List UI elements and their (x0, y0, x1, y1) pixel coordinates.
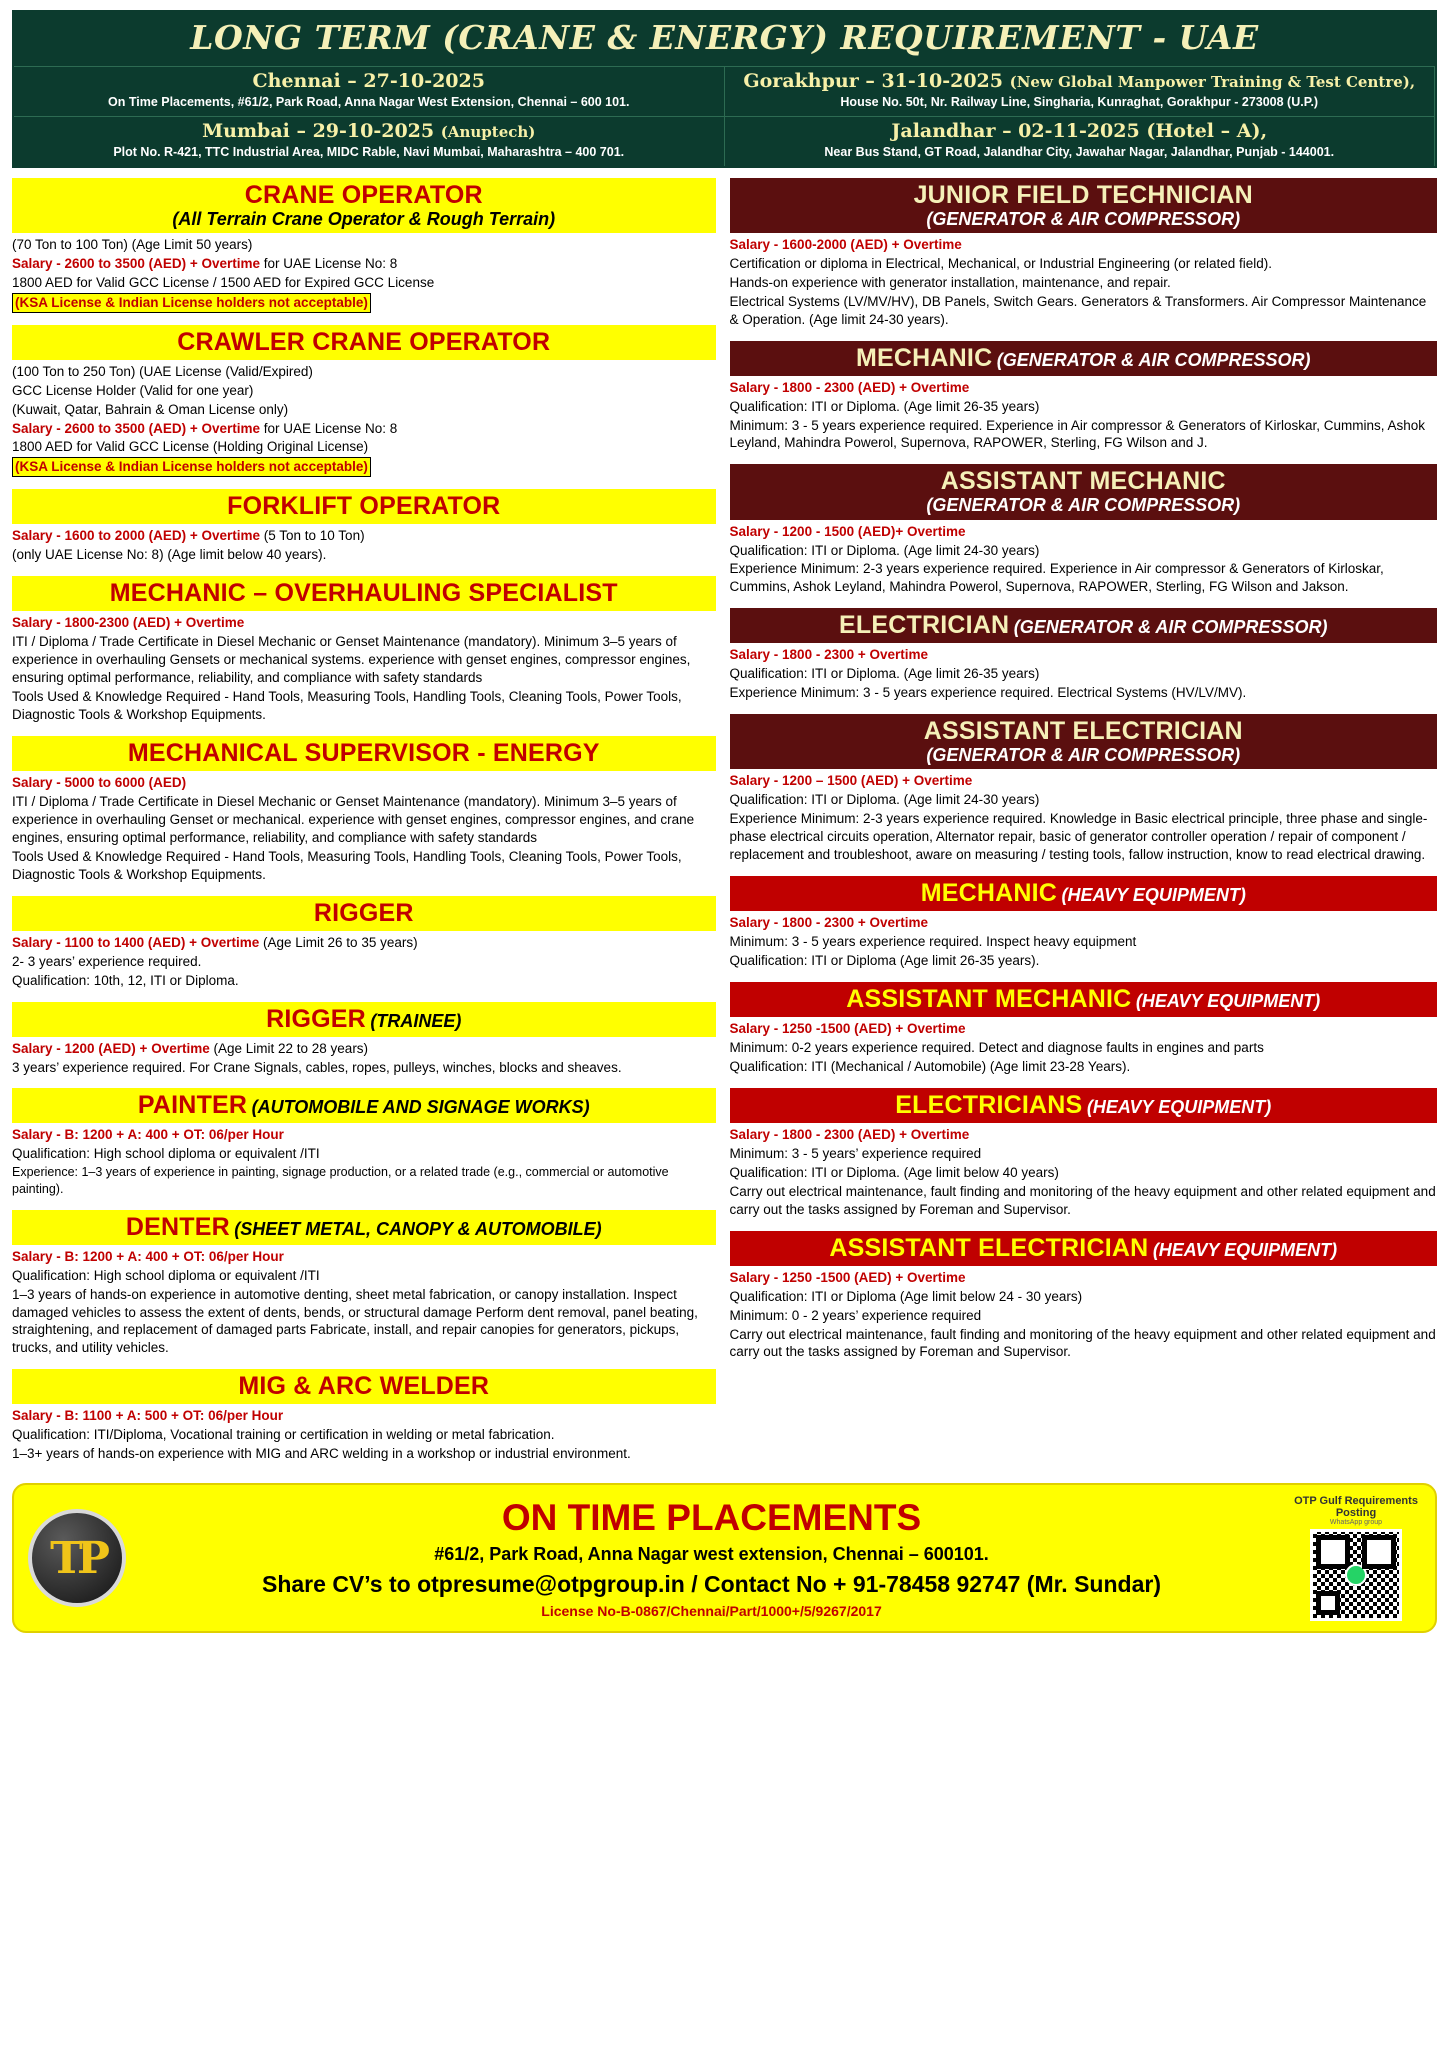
contact-line: Share CV’s to otpresume@otpgroup.in / Contact No + 91-78458 92747 (Mr. Sundar) (262, 1570, 1161, 1597)
job-title-banner (730, 982, 1437, 1017)
job-title-banner (12, 736, 716, 771)
job-detail-line (12, 934, 716, 952)
job-title: ASSISTANT MECHANIC (846, 985, 1132, 1014)
job-subtitle: (GENERATOR & AIR COMPRESSOR) (1013, 617, 1328, 638)
job-listing (12, 489, 716, 564)
salary-text: Salary - B: 1200 + A: 400 + OT: 06/per Hour (12, 1127, 284, 1143)
job-detail-line (12, 293, 716, 313)
job-detail-line (730, 1183, 1437, 1219)
job-detail-line (730, 523, 1437, 541)
whatsapp-icon (1345, 1564, 1367, 1586)
job-listing (12, 1002, 716, 1077)
company-name: ON TIME PLACEMENTS (501, 1496, 922, 1538)
venue-item (725, 116, 1436, 166)
detail-text: Experience Minimum: 2-3 years experience required. Experience in Air compressor & Generators of Kirloskar, Cummins, Ashok Leyland, Mahindra Powerol, Supernova, RAPOWER, Sterling, FG Wilson and Jakson. (729, 561, 1384, 595)
salary-text: Salary - B: 1100 + A: 500 + OT: 06/per Hour (12, 1408, 284, 1424)
qr-subtitle: WhatsApp group (1329, 1519, 1383, 1527)
job-title: DENTER (125, 1212, 230, 1241)
job-details (730, 379, 1437, 453)
detail-text: 1800 AED for Valid GCC License (Holding Original License) (12, 439, 369, 455)
job-details (12, 1407, 716, 1463)
job-listing (730, 341, 1437, 453)
job-detail-line (730, 1269, 1437, 1287)
detail-text: Qualification: High school diploma or equivalent /ITI (12, 1267, 320, 1283)
job-title: JUNIOR FIELD TECHNICIAN (913, 180, 1253, 209)
venue-city (20, 71, 718, 93)
job-listing (12, 576, 716, 724)
job-detail-line (730, 665, 1437, 683)
venue-list (12, 66, 1437, 168)
job-title: MIG & ARC WELDER (238, 1372, 490, 1401)
job-subtitle: (HEAVY EQUIPMENT) (1086, 1096, 1272, 1117)
job-detail-line (730, 1058, 1437, 1076)
job-detail-line (12, 1040, 716, 1058)
job-detail-line (730, 417, 1437, 453)
job-title: PAINTER (137, 1091, 248, 1120)
job-detail-line (12, 401, 716, 419)
detail-text: GCC License Holder (Valid for one year) (12, 382, 254, 398)
job-details (12, 934, 716, 990)
job-details (730, 1269, 1437, 1362)
detail-suffix: (5 Ton to 10 Ton) (260, 528, 365, 544)
detail-text: Qualification: ITI or Diploma. (Age limit 24-30 years) (729, 792, 1040, 808)
job-detail-line (12, 1248, 716, 1266)
job-details (12, 1248, 716, 1358)
right-column (730, 178, 1437, 1476)
job-subtitle: (GENERATOR & AIR COMPRESSOR) (926, 208, 1241, 229)
salary-text: Salary - 1200 (AED) + Overtime (12, 1040, 210, 1056)
job-details (730, 914, 1437, 970)
detail-text: Qualification: ITI or Diploma (Age limit 26-35 years). (729, 953, 1040, 969)
job-detail-line (730, 772, 1437, 790)
detail-text: ITI / Diploma / Trade Certificate in Diesel Mechanic or Genset Maintenance (mandatory). Minimum 3–5 years of experience in overhauling Gensets or mechanical systems. experience with genset engines, compressor engines, ensuring optimal performance, reliability, and compliance with safety standards (12, 634, 691, 686)
venue-address: On Time Placements, #61/2, Park Road, Anna Nagar West Extension, Chennai – 600 101. (107, 94, 630, 109)
salary-text: Salary - 1800 - 2300 + Overtime (729, 647, 929, 663)
job-title-banner (12, 1369, 716, 1404)
detail-text: Experience Minimum: 3 - 5 years experience required. Electrical Systems (HV/LV/MV). (729, 685, 1247, 701)
job-detail-line (12, 793, 716, 847)
job-columns (12, 178, 1437, 1476)
job-detail-line (730, 1039, 1437, 1057)
job-detail-line (12, 546, 716, 564)
logo-text: TP (50, 1532, 104, 1584)
job-title: ASSISTANT ELECTRICIAN (923, 717, 1243, 746)
job-detail-line (730, 236, 1437, 254)
salary-text: Salary - 1250 -1500 (AED) + Overtime (729, 1021, 966, 1037)
job-detail-line (12, 1267, 716, 1285)
job-title-banner (12, 1088, 716, 1123)
detail-text: 1–3 years of hands-on experience in automotive denting, sheet metal fabrication, or canopy installation. Inspect damaged vehicles to assess the extent of dents, bends, or structural damage Perform dent removal, panel beating, straightening, and replacement of damaged parts Fabricate, install, and repair canopies for generators, pickups, trucks, and utility vehicles. (12, 1286, 698, 1356)
job-detail-line (730, 293, 1437, 329)
job-detail-line (12, 1286, 716, 1358)
detail-suffix: for UAE License No: 8 (260, 255, 398, 271)
job-title: ELECTRICIAN (839, 611, 1010, 640)
job-title: FORKLIFT OPERATOR (227, 492, 501, 521)
job-detail-line (730, 1126, 1437, 1144)
detail-text: Minimum: 0-2 years experience required. Detect and diagnose faults in engines and parts (729, 1039, 1264, 1055)
job-details (730, 236, 1437, 329)
venue-city-sub: (Anuptech) (440, 122, 536, 141)
detail-text: Minimum: 3 - 5 years’ experience required (729, 1145, 982, 1161)
job-detail-line (12, 774, 716, 792)
detail-text: ITI / Diploma / Trade Certificate in Diesel Mechanic or Genset Maintenance (mandatory). Minimum 3–5 years of experience in overhauling Genset or mechanical. experience with genset engines, compressor engines, and crane engines, ensuring optimal performance, reliability, and compliance with safety standards (12, 793, 695, 845)
job-detail-line (730, 1020, 1437, 1038)
job-title: ASSISTANT MECHANIC (940, 467, 1226, 496)
job-title: CRANE OPERATOR (244, 180, 483, 209)
venue-city (731, 121, 1429, 143)
job-subtitle: (GENERATOR & AIR COMPRESSOR) (926, 745, 1241, 766)
detail-text: (only UAE License No: 8) (Age limit below 40 years). (12, 547, 327, 563)
job-detail-line (730, 810, 1437, 864)
venue-city (20, 121, 718, 143)
job-title-banner (12, 576, 716, 611)
job-listing (730, 1231, 1437, 1362)
salary-text: Salary - 1800 - 2300 (AED) + Overtime (729, 379, 970, 395)
job-title-banner (730, 876, 1437, 911)
detail-text: (100 Ton to 250 Ton) (UAE License (Valid/Expired) (12, 363, 313, 379)
venue-city (731, 71, 1429, 93)
job-listing (12, 1210, 716, 1358)
detail-text: Carry out electrical maintenance, fault finding and monitoring of the heavy equipment and other related equipment and carry out the tasks assigned by Foreman and Supervisor. (729, 1183, 1436, 1217)
job-detail-line (730, 1145, 1437, 1163)
detail-text: 3 years’ experience required. For Crane Signals, cables, ropes, pulleys, winches, blocks and sheaves. (12, 1059, 622, 1075)
job-detail-line (730, 791, 1437, 809)
job-title-banner (12, 325, 716, 360)
job-detail-line (730, 1326, 1437, 1362)
job-detail-line (12, 382, 716, 400)
job-detail-line (12, 1407, 716, 1425)
venue-item (14, 66, 725, 116)
job-details (730, 1020, 1437, 1076)
job-detail-line (730, 952, 1437, 970)
job-detail-line (12, 972, 716, 990)
job-details (730, 772, 1437, 864)
job-listing (730, 464, 1437, 596)
notice-text: (KSA License & Indian License holders not acceptable) (12, 293, 371, 313)
salary-text: Salary - 1600 to 2000 (AED) + Overtime (12, 528, 260, 544)
job-detail-line (730, 560, 1437, 596)
job-listing (12, 1369, 716, 1463)
job-detail-line (730, 1164, 1437, 1182)
detail-text: Experience Minimum: 2-3 years experience required. Knowledge in Basic electrical principle, three phase and single-phase electrical circuits operation, Alternator repair, basic of generator controller operation / repair of component / replacement and troubleshoot, aware on measuring / testing tools, fallow instruction, know to read electrical drawing. (729, 811, 1428, 863)
detail-text: Minimum: 3 - 5 years experience required. Inspect heavy equipment (729, 934, 1137, 950)
job-detail-line (12, 848, 716, 884)
qr-section (1291, 1495, 1421, 1621)
job-listing (730, 1088, 1437, 1219)
job-listing (12, 1088, 716, 1197)
job-title: MECHANIC – OVERHAULING SPECIALIST (109, 579, 618, 608)
job-title-banner (730, 341, 1437, 376)
qr-title: OTP Gulf Requirements Posting (1294, 1495, 1418, 1520)
job-subtitle: (HEAVY EQUIPMENT) (1152, 1239, 1338, 1260)
job-detail-line (12, 274, 716, 292)
job-title-banner (730, 608, 1437, 643)
job-detail-line (12, 438, 716, 456)
job-subtitle: (AUTOMOBILE AND SIGNAGE WORKS) (251, 1097, 590, 1118)
job-details (730, 1126, 1437, 1219)
salary-text: Salary - 1800 - 2300 (AED) + Overtime (729, 1126, 970, 1142)
job-detail-line (730, 398, 1437, 416)
detail-text: Qualification: ITI or Diploma. (Age limit below 40 years) (729, 1164, 1059, 1180)
detail-text: 1800 AED for Valid GCC License / 1500 AED for Expired GCC License (12, 274, 435, 290)
detail-text: Experience: 1–3 years of experience in painting, signage production, or a related trade (e.g., commercial or automotive painting). (12, 1165, 669, 1197)
salary-text: Salary - B: 1200 + A: 400 + OT: 06/per Hour (12, 1248, 284, 1264)
job-detail-line (12, 1059, 716, 1077)
job-title-banner (730, 714, 1437, 769)
job-details (12, 1040, 716, 1077)
job-title: ELECTRICIANS (895, 1090, 1083, 1119)
job-detail-line (730, 646, 1437, 664)
detail-text: Tools Used & Knowledge Required - Hand Tools, Measuring Tools, Handling Tools, Cleaning Tools, Power Tools, Diagnostic Tools & Workshop Equipments. (12, 689, 682, 723)
detail-text: Certification or diploma in Electrical, Mechanical, or Industrial Engineering (or related field). (729, 255, 1273, 271)
job-detail-line (730, 914, 1437, 932)
qr-code-icon[interactable] (1310, 1529, 1402, 1621)
detail-text: Minimum: 0 - 2 years’ experience required (729, 1307, 982, 1323)
job-detail-line (12, 1126, 716, 1144)
venue-address: Near Bus Stand, GT Road, Jalandhar City, Jawahar Nagar, Jalandhar, Punjab - 144001. (824, 144, 1335, 159)
detail-text: Hands-on experience with generator installation, maintenance, and repair. (729, 274, 1171, 290)
job-detail-line (730, 255, 1437, 273)
salary-text: Salary - 5000 to 6000 (AED) (12, 775, 187, 790)
detail-text: 2- 3 years’ experience required. (12, 953, 202, 969)
job-title-banner (12, 489, 716, 524)
job-detail-line (12, 1426, 716, 1444)
job-detail-line (12, 953, 716, 971)
job-title: CRAWLER CRANE OPERATOR (177, 327, 551, 356)
salary-text: Salary - 2600 to 3500 (AED) + Overtime (12, 255, 260, 271)
job-detail-line (12, 633, 716, 687)
job-detail-line (12, 1164, 716, 1197)
footer-details (132, 1498, 1291, 1619)
venue-item (14, 116, 725, 166)
job-detail-line (12, 363, 716, 381)
salary-text: Salary - 1600-2000 (AED) + Overtime (729, 236, 962, 252)
job-details (12, 236, 716, 313)
job-details (12, 527, 716, 564)
job-title: MECHANIC (920, 879, 1058, 908)
job-title: RIGGER (313, 898, 414, 927)
detail-text: 1–3+ years of hands-on experience with MIG and ARC welding in a workshop or industrial environment. (12, 1446, 631, 1462)
venue-item (725, 66, 1436, 116)
job-listing (12, 178, 716, 313)
detail-text: Minimum: 3 - 5 years experience required. Experience in Air compressor & Generators of Kirloskar, Cummins, Ashok Leyland, Mahindra Powerol, Supernova, RAPOWER, Sterling, FG Wilson and J. (729, 417, 1426, 451)
job-details (730, 523, 1437, 597)
venue-city-sub: (New Global Manpower Training & Test Centre), (1009, 73, 1416, 91)
job-title-banner (12, 1002, 716, 1037)
job-subtitle: (HEAVY EQUIPMENT) (1135, 991, 1321, 1012)
job-listing (12, 736, 716, 884)
job-listing (730, 876, 1437, 970)
job-title: MECHANICAL SUPERVISOR - ENERGY (127, 739, 600, 767)
salary-text: Salary - 1100 to 1400 (AED) + Overtime (12, 934, 260, 950)
job-detail-line (12, 614, 716, 632)
salary-text: Salary - 1800-2300 (AED) + Overtime (12, 615, 245, 631)
left-column (12, 178, 720, 1476)
job-details (12, 1126, 716, 1197)
job-subtitle: (GENERATOR & AIR COMPRESSOR) (996, 349, 1311, 370)
job-detail-line (12, 236, 716, 254)
job-title-banner (730, 178, 1437, 233)
job-title: RIGGER (266, 1004, 366, 1033)
job-detail-line (12, 1145, 716, 1163)
job-detail-line (12, 527, 716, 545)
job-details (12, 614, 716, 724)
job-title-banner (12, 178, 716, 233)
job-listing (12, 896, 716, 990)
job-detail-line (730, 542, 1437, 560)
job-subtitle: (All Terrain Crane Operator & Rough Terrain) (172, 208, 556, 229)
venue-city-text: Gorakhpur – 31-10-2025 (743, 70, 1003, 92)
salary-text: Salary - 1200 - 1500 (AED)+ Overtime (729, 523, 966, 539)
page-title: LONG TERM (CRANE & ENERGY) REQUIREMENT - UAE (12, 10, 1437, 66)
venue-city-text: Mumbai – 29-10-2025 (202, 119, 435, 142)
job-subtitle: (SHEET METAL, CANOPY & AUTOMOBILE) (234, 1218, 602, 1239)
company-address: #61/2, Park Road, Anna Nagar west extension, Chennai – 600101. (434, 1543, 989, 1564)
job-detail-line (12, 457, 716, 477)
job-details (730, 646, 1437, 702)
job-listing (730, 982, 1437, 1076)
salary-text: Salary - 2600 to 3500 (AED) + Overtime (12, 420, 260, 436)
detail-text: Qualification: ITI or Diploma (Age limit below 24 - 30 years) (729, 1288, 1083, 1304)
job-title-banner (730, 1088, 1437, 1123)
qr-finder-icon (1316, 1591, 1340, 1615)
job-details (12, 774, 716, 884)
detail-text: Qualification: High school diploma or equivalent /ITI (12, 1146, 320, 1162)
job-detail-line (12, 688, 716, 724)
job-listing (730, 714, 1437, 864)
notice-text: (KSA License & Indian License holders not acceptable) (12, 457, 371, 477)
venue-city-text: Jalandhar – 02-11-2025 (Hotel – A), (891, 119, 1268, 142)
job-listing (12, 325, 716, 478)
detail-suffix: (Age Limit 26 to 35 years) (259, 934, 418, 950)
license-number: License No-B-0867/Chennai/Part/1000+/5/9267/2017 (541, 1602, 882, 1619)
job-detail-line (730, 684, 1437, 702)
job-subtitle: (HEAVY EQUIPMENT) (1061, 885, 1246, 906)
detail-suffix: (Age Limit 22 to 28 years) (209, 1040, 369, 1056)
detail-text: Carry out electrical maintenance, fault finding and monitoring of the heavy equipment and other related equipment and carry out the tasks assigned by Foreman and Supervisor. (729, 1326, 1436, 1360)
job-detail-line (12, 420, 716, 438)
job-title-banner (12, 1210, 716, 1245)
job-title-banner (730, 464, 1437, 519)
detail-suffix: for UAE License No: 8 (260, 420, 398, 436)
detail-text: Qualification: ITI (Mechanical / Automobile) (Age limit 23-28 Years). (729, 1058, 1131, 1074)
job-title-banner (12, 896, 716, 931)
job-subtitle: (TRAINEE) (370, 1010, 462, 1031)
job-subtitle: (GENERATOR & AIR COMPRESSOR) (926, 495, 1241, 516)
detail-text: Qualification: ITI/Diploma, Vocational training or certification in welding or metal fabrication. (12, 1427, 555, 1443)
detail-text: Electrical Systems (LV/MV/HV), DB Panels, Switch Gears. Generators & Transformers. Air Compressor Maintenance & Operation. (Age limit 24-30 years). (729, 293, 1427, 327)
job-listing (730, 608, 1437, 702)
job-details (12, 363, 716, 478)
footer-contact-bar (12, 1483, 1437, 1633)
detail-text: Qualification: ITI or Diploma. (Age limit 24-30 years) (729, 542, 1040, 558)
job-listing (730, 178, 1437, 329)
salary-text: Salary - 1800 - 2300 + Overtime (729, 915, 929, 931)
venue-address: Plot No. R-421, TTC Industrial Area, MIDC Rable, Navi Mumbai, Maharashtra – 400 701. (113, 144, 625, 159)
job-detail-line (730, 1307, 1437, 1325)
job-title-banner (730, 1231, 1437, 1266)
detail-text: Qualification: ITI or Diploma. (Age limit 26-35 years) (729, 666, 1040, 682)
job-detail-line (730, 379, 1437, 397)
job-title: ASSISTANT ELECTRICIAN (829, 1233, 1149, 1262)
job-detail-line (12, 1445, 716, 1463)
company-logo (28, 1509, 126, 1607)
detail-text: Qualification: ITI or Diploma. (Age limit 26-35 years) (729, 398, 1040, 414)
venue-address: House No. 50t, Nr. Railway Line, Singharia, Kunraghat, Gorakhpur - 273008 (U.P.) (840, 94, 1319, 109)
venue-city-text: Chennai – 27-10-2025 (252, 70, 485, 92)
detail-text: (70 Ton to 100 Ton) (Age Limit 50 years) (12, 236, 253, 252)
detail-text: Qualification: 10th, 12, ITI or Diploma. (12, 972, 239, 988)
job-detail-line (12, 255, 716, 273)
salary-text: Salary - 1200 – 1500 (AED) + Overtime (729, 773, 973, 789)
job-detail-line (730, 274, 1437, 292)
job-title: MECHANIC (856, 343, 993, 372)
job-detail-line (730, 933, 1437, 951)
salary-text: Salary - 1250 -1500 (AED) + Overtime (729, 1269, 966, 1285)
detail-text: Tools Used & Knowledge Required - Hand Tools, Measuring Tools, Handling Tools, Cleaning Tools, Power Tools, Diagnostic Tools & Workshop Equipments. (12, 848, 682, 882)
detail-text: (Kuwait, Qatar, Bahrain & Oman License only) (12, 401, 289, 417)
job-detail-line (730, 1288, 1437, 1306)
